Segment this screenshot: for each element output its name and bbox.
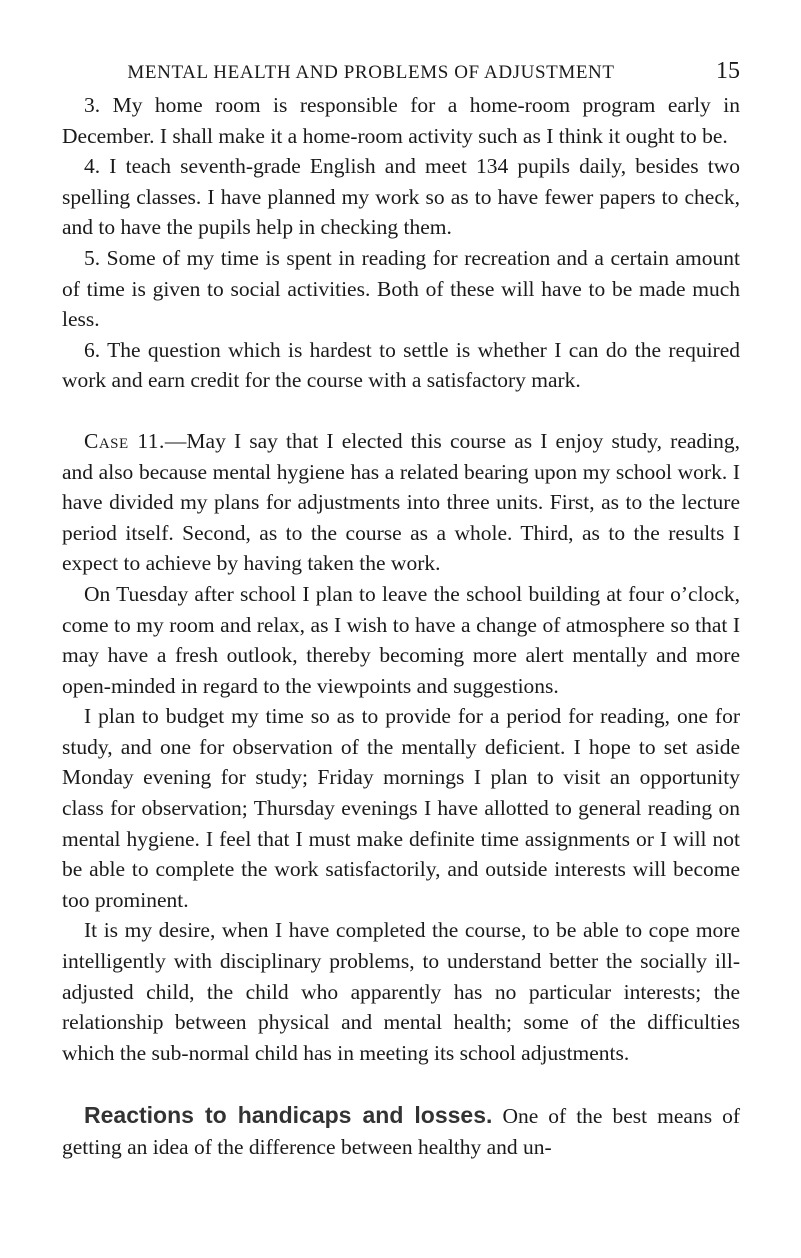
body-paragraph: It is my desire, when I have completed the course, to be able to cope more intelligently with disciplinary problems, to understand better the socially ill-adjusted child, the child who apparently has no particular interests; the relationship between physical and mental health; some of the difficulties which the sub-normal child has in meeting its school adjustments.	[62, 918, 740, 1065]
body-paragraph: I plan to budget my time so as to provide for a period for reading, one for study, and one for observation of the mentally deficient. I hope to set aside Monday evening for study; Friday mornings I plan to visit an opportunity class for observation; Thursday evenings I have allotted to general reading on mental hygiene. I feel that I must make definite time assignments or I will not be able to complete the work satisfactorily, and outside interests will become too prominent.	[62, 704, 740, 912]
section-spacer	[62, 1068, 740, 1100]
page-number: 15	[716, 58, 740, 84]
paragraph-spacer	[62, 396, 740, 426]
list-item: 5. Some of my time is spent in reading for recreation and a certain amount of time is given to social activities. Both of these will have to be made much less.	[62, 245, 740, 332]
book-page	[62, 50, 740, 1163]
case-11-paragraph	[62, 426, 740, 579]
case-11-text: —May I say that I elected this course as I enjoy study, reading, and also because mental hygiene has a related bearing upon my school work. I have divided my plans for adjustments into three units. First, as to the lecture period itself. Second, as to the course as a whole. Third, as to the results I expect to achieve by having taken the work.	[62, 428, 740, 576]
section-paragraph	[62, 1100, 740, 1162]
list-item: 4. I teach seventh-grade English and meet 134 pupils daily, besides two spelling classes. I have planned my work so as to have fewer papers to check, and to have the pupils help in checking them.	[62, 154, 740, 240]
case-label: Case 11.	[84, 428, 165, 453]
list-item: 3. My home room is responsible for a home-room program early in December. I shall make it a home-room activity such as I think it ought to be.	[62, 93, 740, 148]
running-head	[62, 50, 740, 90]
running-title: MENTAL HEALTH AND PROBLEMS OF ADJUSTMENT	[127, 62, 615, 83]
section-heading: Reactions to handicaps and losses.	[84, 1102, 493, 1129]
list-item: 6. The question which is hardest to settle is whether I can do the required work and earn credit for the course with a satisfactory mark.	[62, 337, 740, 393]
body-paragraph: On Tuesday after school I plan to leave the school building at four o’clock, come to my room and relax, as I wish to have a change of atmosphere so that I may have a fresh outlook, thereby becoming more alert mentally and more open-minded in regard to the viewpoints and suggestions.	[62, 581, 740, 698]
section-text: One of the best means of getting an idea of the difference between healthy and un-	[62, 1104, 740, 1159]
